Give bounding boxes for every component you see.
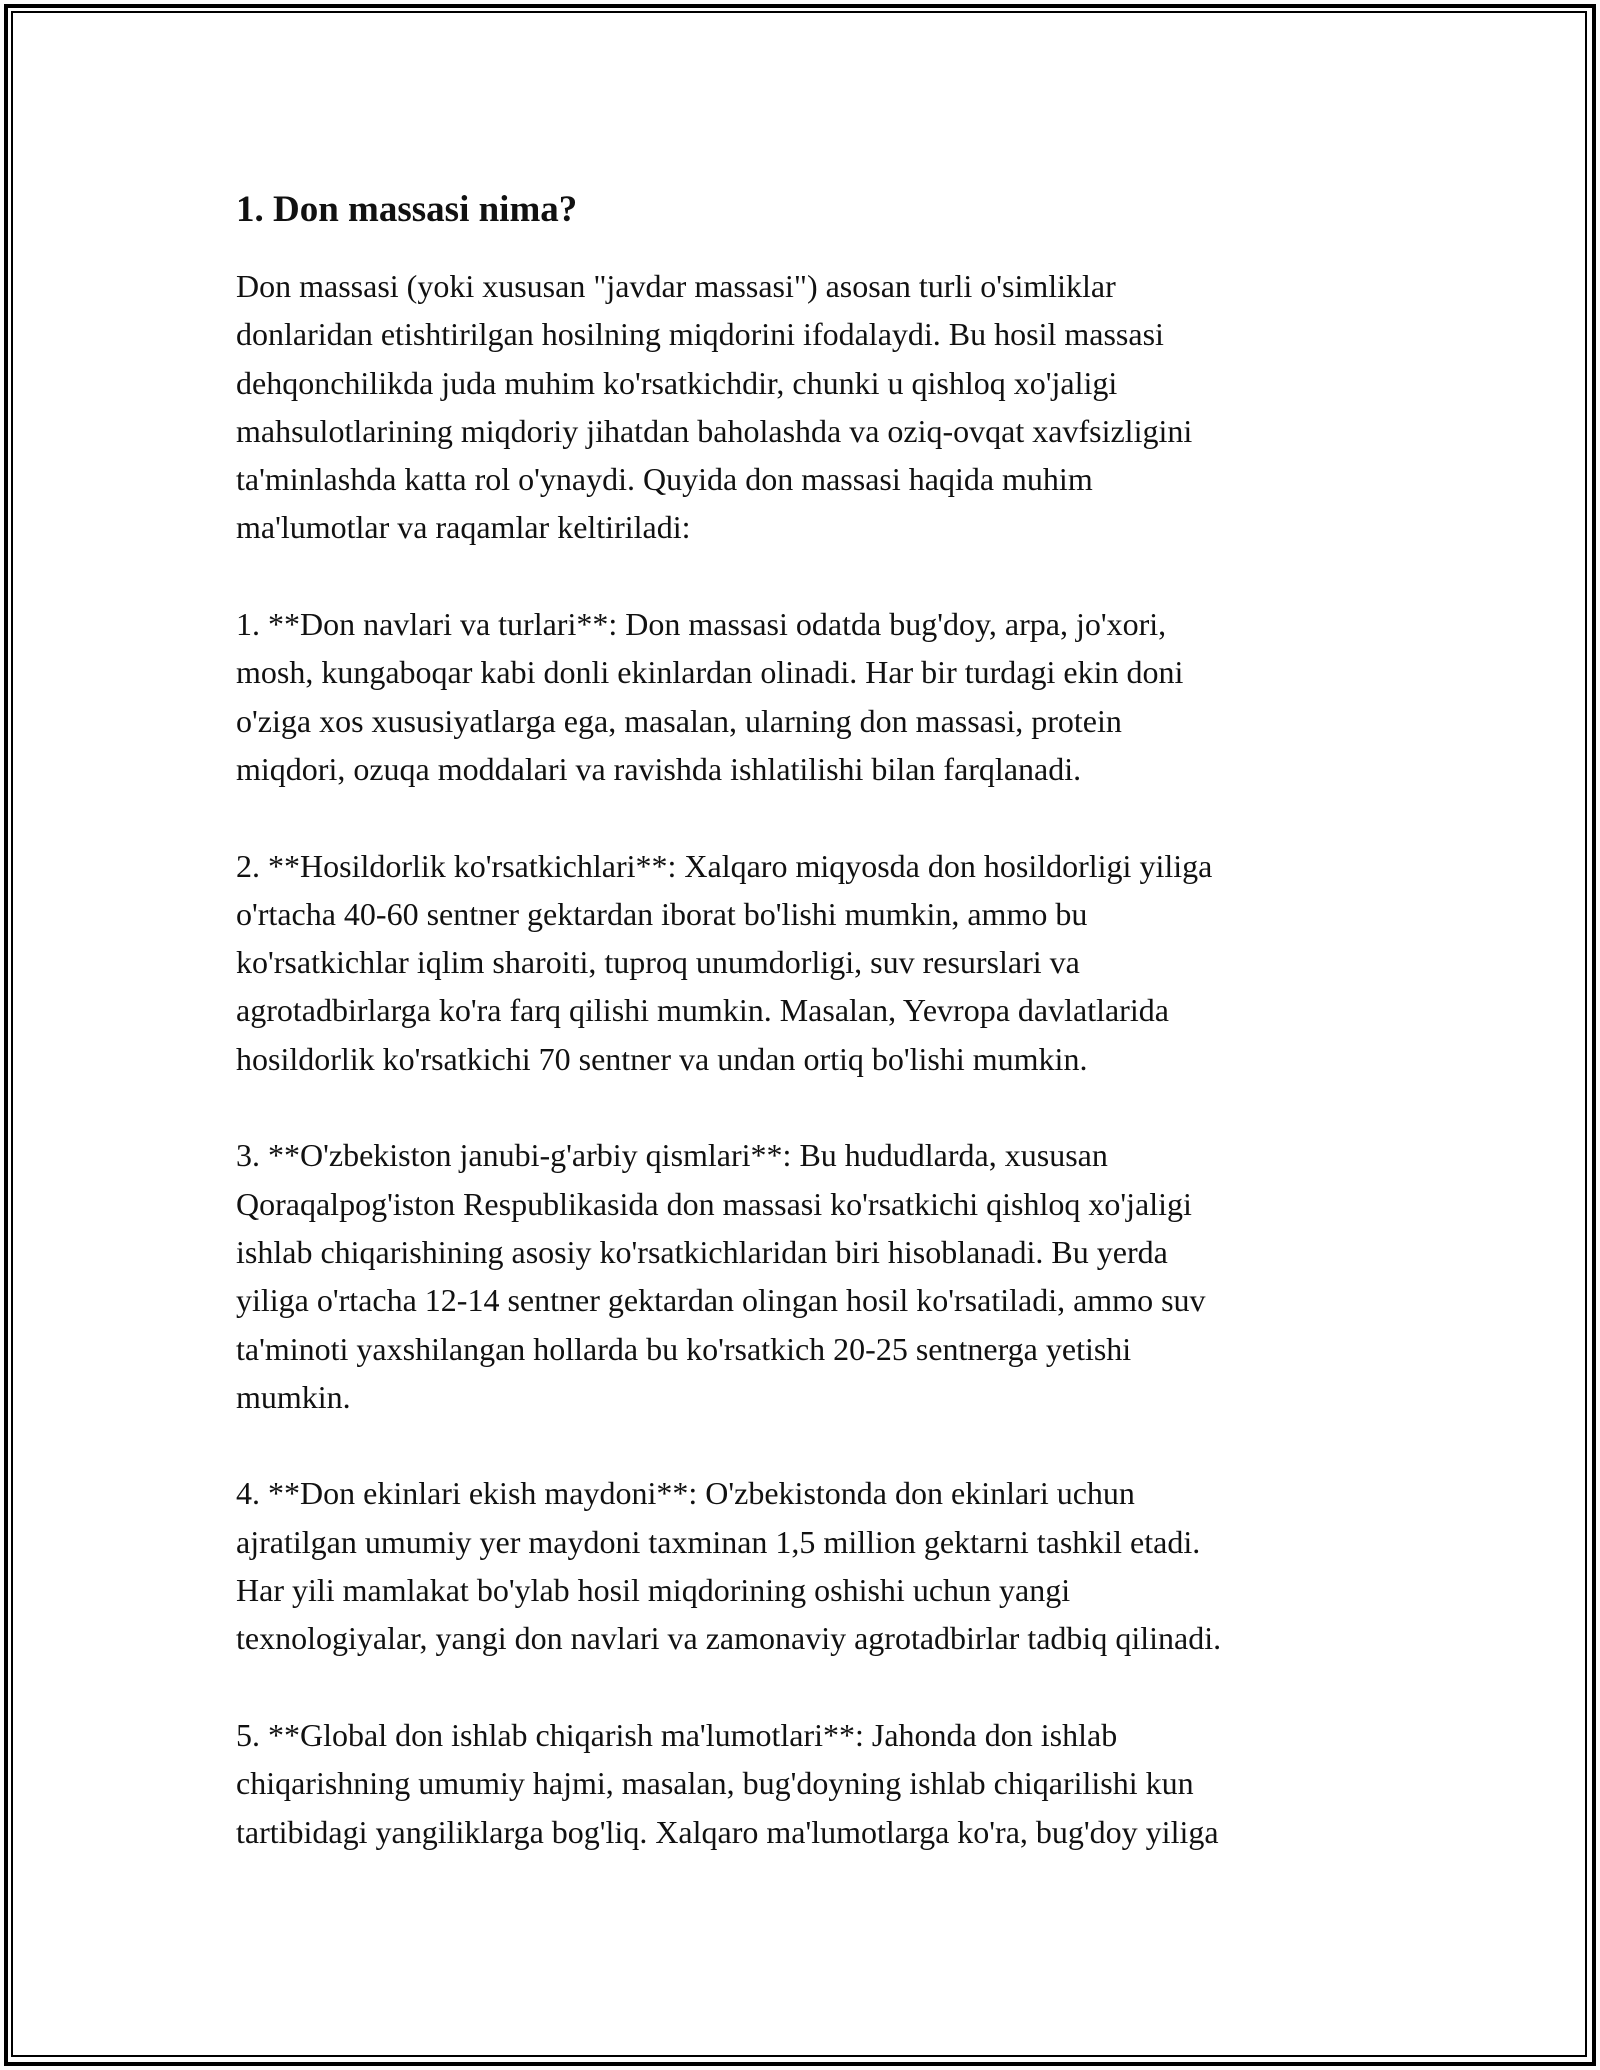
list-item-4: 4. **Don ekinlari ekish maydoni**: O'zbekistonda don ekinlari uchun ajratilgan umumiy yer maydoni taxminan 1,5 million gektarni tashkil etadi. Har yili mamlakat bo'ylab hosil miqdorining oshishi uchun yangi texnologiyalar, yangi don navlari va zamonaviy agrotadbirlar tadbiq qilinadi.: [236, 1475, 1222, 1657]
list-item-3: 3. **O'zbekiston janubi-g'arbiy qismlari**: Bu hududlarda, xususan Qoraqalpog'iston Respublikasida don massasi ko'rsatkichi qishloq xo'jaligi ishlab chiqarishining asosiy ko'rsatkichlaridan biri hisoblanadi. Bu yerda yiliga o'rtacha 12-14 sentner gektardan olingan hosil ko'rsatiladi, ammo suv ta'minoti yaxshilangan hollarda bu ko'rsatkich 20-25 sentnerga yetishi mumkin.: [236, 1137, 1206, 1415]
section-title: 1. Don massasi nima?: [236, 189, 578, 230]
intro-paragraph: Don massasi (yoki xususan "javdar massasi") asosan turli o'simliklar donlaridan etishtirilgan hosilning miqdorini ifodalaydi. Bu hosil massasi dehqonchilikda juda muhim ko'rsatkichdir, chunki u qishloq xo'jaligi mahsulotlarining miqdoriy jihatdan baholashda va oziq-ovqat xavfsizligini ta'minlashda katta rol o'ynaydi. Quyida don massasi haqida muhim ma'lumotlar va raqamlar keltiriladi:: [236, 268, 1193, 546]
list-item-5: 5. **Global don ishlab chiqarish ma'lumotlari**: Jahonda don ishlab chiqarishning umumiy hajmi, masalan, bug'doyning ishlab chiqarilishi kun tartibidagi yangiliklarga bog'liq. Xalqaro ma'lumotlarga ko'ra, bug'doy yiliga: [236, 1716, 1219, 1850]
document-body: [236, 186, 1396, 1856]
list-item-2: 2. **Hosildorlik ko'rsatkichlari**: Xalqaro miqyosda don hosildorligi yiliga o'rtacha 40-60 sentner gektardan iborat bo'lishi mumkin, ammo bu ko'rsatkichlar iqlim sharoiti, tuproq unumdorligi, suv resurslari va agrotadbirlarga ko'ra farq qilishi mumkin. Masalan, Yevropa davlatlarida hosildorlik ko'rsatkichi 70 sentner va undan ortiq bo'lishi mumkin.: [236, 847, 1213, 1077]
list-item-1: 1. **Don navlari va turlari**: Don massasi odatda bug'doy, arpa, jo'xori, mosh, kungaboqar kabi donli ekinlardan olinadi. Har bir turdagi ekin doni o'ziga xos xususiyatlarga ega, masalan, ularning don massasi, protein miqdori, ozuqa moddalari va ravishda ishlatilishi bilan farqlanadi.: [236, 606, 1184, 787]
